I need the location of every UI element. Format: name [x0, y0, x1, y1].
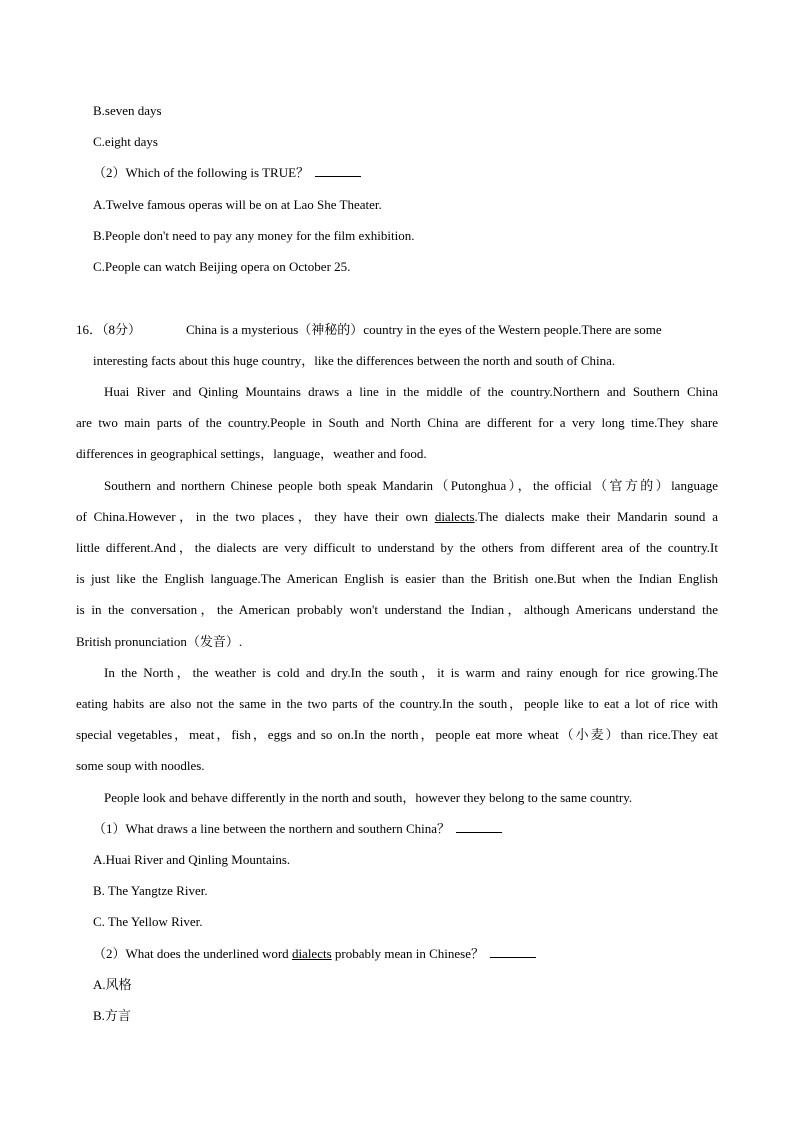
q15-option-c: C.eight days	[93, 134, 158, 149]
q16-p2-line2-before: of China.However，in the two places，they have their own	[76, 509, 435, 524]
q16-p3-line4: some soup with noodles.	[76, 758, 205, 773]
q16-sub1-option-a: A.Huai River and Qinling Mountains.	[93, 852, 291, 867]
answer-blank	[456, 820, 502, 833]
q16-sub1-stem	[93, 820, 502, 837]
q15-option-b: B.seven days	[93, 103, 162, 118]
q16-p2-line2-after: .The dialects make their Mandarin sound a	[474, 509, 718, 524]
q15-sub2-stem	[93, 164, 361, 181]
q16-p3-line2: eating habits are also not the same in the two parts of the country.In the south，people like to eat a lot of rice with	[76, 696, 718, 711]
underlined-word-dialects: dialects	[434, 509, 475, 524]
answer-blank	[490, 945, 536, 958]
q16-sub1-stem-text: （1）What draws a line between the northern and southern China？	[93, 821, 451, 836]
q16-intro-line2: interesting facts about this huge country，like the differences between the north and south of China.	[93, 353, 616, 368]
answer-blank	[315, 164, 361, 177]
q16-p3-line1: In the North，the weather is cold and dry.In the south，it is warm and rainy enough for rice growing.The	[104, 665, 718, 680]
q16-p2-line5: is in the conversation，the American probably won't understand the Indian，although Americans understand the	[76, 602, 718, 617]
q16-p2-line1: Southern and northern Chinese people both speak Mandarin（Putonghua），the official（官方的）language	[104, 478, 718, 493]
q16-sub1-option-b: B. The Yangtze River.	[93, 883, 208, 898]
q16-p4-line1: People look and behave differently in the north and south，however they belong to the same country.	[104, 790, 633, 805]
q16-intro-text: China is a mysterious（神秘的）country in the eyes of the Western people.There are some	[186, 322, 662, 337]
q15-sub2-option-c: C.People can watch Beijing opera on October 25.	[93, 259, 351, 274]
underlined-word-dialects: dialects	[291, 946, 332, 961]
q16-p3-line3: special vegetables，meat，fish，eggs and so on.In the north，people eat more wheat（小麦）than rice.They eat	[76, 727, 718, 742]
q16-sub1-option-c: C. The Yellow River.	[93, 914, 203, 929]
q16-p2-line2	[76, 508, 718, 525]
q15-sub2-option-b: B.People don't need to pay any money for the film exhibition.	[93, 228, 415, 243]
q15-sub2-option-a: A.Twelve famous operas will be on at Lao She Theater.	[93, 197, 382, 212]
q16-p2-line6: British pronunciation（发音）.	[76, 634, 243, 649]
q15-sub2-stem-text: （2）Which of the following is TRUE？	[93, 165, 310, 180]
q16-p1-line3: differences in geographical settings，language，weather and food.	[76, 446, 427, 461]
q16-sub2-option-b: B.方言	[93, 1008, 131, 1023]
q16-p1-line2: are two main parts of the country.People in South and North China are different for a very long time.They share	[76, 415, 718, 430]
q16-intro-line1	[76, 321, 718, 338]
q16-sub2-option-a: A.风格	[93, 977, 132, 992]
q16-sub2-stem-after: probably mean in Chinese？	[331, 946, 485, 961]
q16-p2-line4: is just like the English language.The American English is easier than the British one.But when the Indian English	[76, 571, 718, 586]
q16-p1-line1: Huai River and Qinling Mountains draws a line in the middle of the country.Northern and Southern China	[104, 384, 718, 399]
q16-number: 16．（8分）	[76, 322, 142, 337]
q16-sub2-stem	[93, 945, 536, 962]
q16-p2-line3: little different.And，the dialects are very difficult to understand by the others from different area of the country.It	[76, 540, 718, 555]
q16-sub2-stem-before: （2）What does the underlined word	[93, 946, 292, 961]
